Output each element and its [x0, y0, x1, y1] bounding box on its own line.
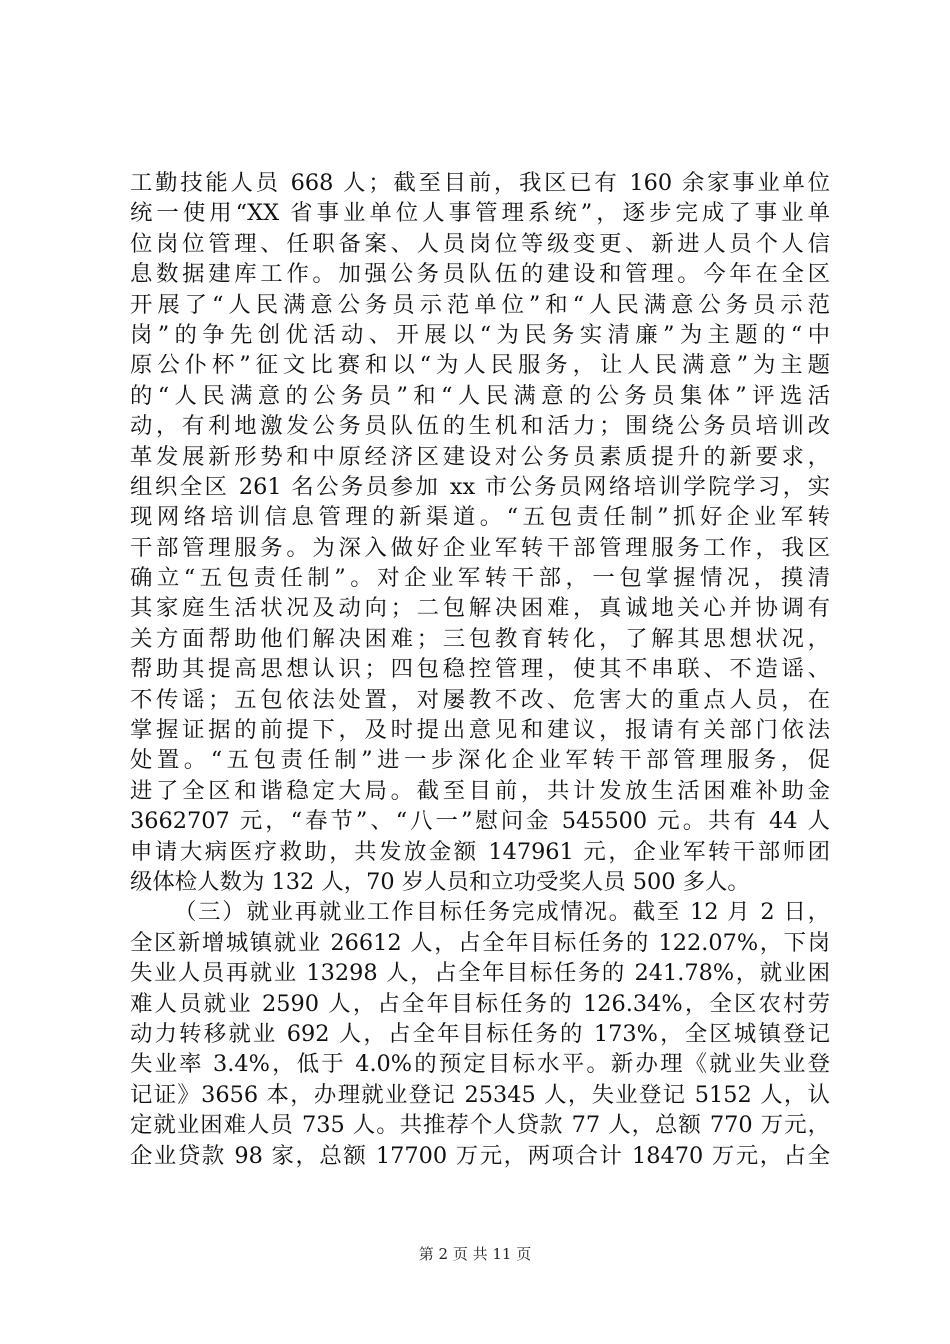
text-line: 3662707 元，“春节”、“八一”慰问金 545500 元。共有 44 人	[130, 808, 830, 835]
text-line: 处置。“五包责任制”进一步深化企业军转干部管理服务，促	[130, 747, 830, 774]
page-number-footer: 第 2 页 共 11 页	[418, 1245, 532, 1263]
text-line: 动力转移就业 692 人，占全年目标任务的 173%，全区城镇登记	[130, 1020, 830, 1047]
text-line: 不传谣；五包依法处置，对屡教不改、危害大的重点人员，在	[130, 686, 830, 713]
text-line: 位岗位管理、任职备案、人员岗位等级变更、新进人员个人信	[130, 230, 830, 257]
text-line: 干部管理服务。为深入做好企业军转干部管理服务工作，我区	[130, 534, 830, 561]
text-line: 确立“五包责任制”。对企业军转干部，一包掌握情况，摸清	[130, 565, 830, 592]
text-line: 其家庭生活状况及动向；二包解决困难，真诚地关心并协调有	[130, 595, 830, 622]
document-body	[130, 168, 830, 1171]
text-line: 进了全区和谐稳定大局。截至目前，共计发放生活困难补助金	[130, 777, 830, 804]
text-line: 失业人员再就业 13298 人，占全年目标任务的 241.78%，就业困	[130, 960, 830, 987]
text-line: 定就业困难人员 735 人。共推荐个人贷款 77 人，总额 770 万元，	[130, 1112, 830, 1139]
text-line: 开展了“人民满意公务员示范单位”和“人民满意公务员示范	[130, 291, 830, 318]
text-line: 企业贷款 98 家，总额 17700 万元，两项合计 18470 万元，占全	[130, 1142, 830, 1169]
text-line: 息数据建库工作。加强公务员队伍的建设和管理。今年在全区	[130, 261, 830, 288]
text-line: 现网络培训信息管理的新渠道。“五包责任制”抓好企业军转	[130, 504, 830, 531]
text-line: 原公仆杯”征文比赛和以“为人民服务，让人民满意”为主题	[130, 352, 830, 379]
text-line: 级体检人数为 132 人，70 岁人员和立功受奖人员 500 多人。	[130, 868, 750, 895]
text-line: 动，有利地激发公务员队伍的生机和活力；围绕公务员培训改	[130, 413, 830, 440]
text-line: 难人员就业 2590 人，占全年目标任务的 126.34%，全区农村劳	[130, 990, 830, 1017]
text-line: 工勤技能人员 668 人；截至目前，我区已有 160 余家事业单位	[130, 170, 830, 196]
section-heading-line: （三）就业再就业工作目标任务完成情况。截至 12 月 2 日，	[174, 899, 830, 926]
text-line: 岗”的争先创优活动、开展以“为民务实清廉”为主题的“中	[130, 321, 830, 348]
text-line: 革发展新形势和中原经济区建设对公务员素质提升的新要求，	[130, 443, 830, 470]
text-line: 失业率 3.4%，低于 4.0%的预定目标水平。新办理《就业失业登	[130, 1051, 830, 1078]
text-line: 记证》3656 本，办理就业登记 25345 人，失业登记 5152 人，认	[130, 1081, 830, 1108]
text-line: 申请大病医疗救助，共发放金额 147961 元，企业军转干部师团	[130, 838, 830, 865]
text-line: 统一使用“XX 省事业单位人事管理系统”，逐步完成了事业单	[130, 200, 830, 227]
text-line: 组织全区 261 名公务员参加 xx 市公务员网络培训学院学习，实	[130, 473, 830, 500]
text-line: 关方面帮助他们解决困难；三包教育转化，了解其思想状况，	[130, 625, 830, 652]
text-line: 掌握证据的前提下，及时提出意见和建议，报请有关部门依法	[130, 717, 830, 744]
text-line: 的“人民满意的公务员”和“人民满意的公务员集体”评选活	[130, 382, 830, 409]
text-line: 帮助其提高思想认识；四包稳控管理，使其不串联、不造谣、	[130, 656, 830, 683]
text-line: 全区新增城镇就业 26612 人，占全年目标任务的 122.07%，下岗	[130, 929, 830, 956]
